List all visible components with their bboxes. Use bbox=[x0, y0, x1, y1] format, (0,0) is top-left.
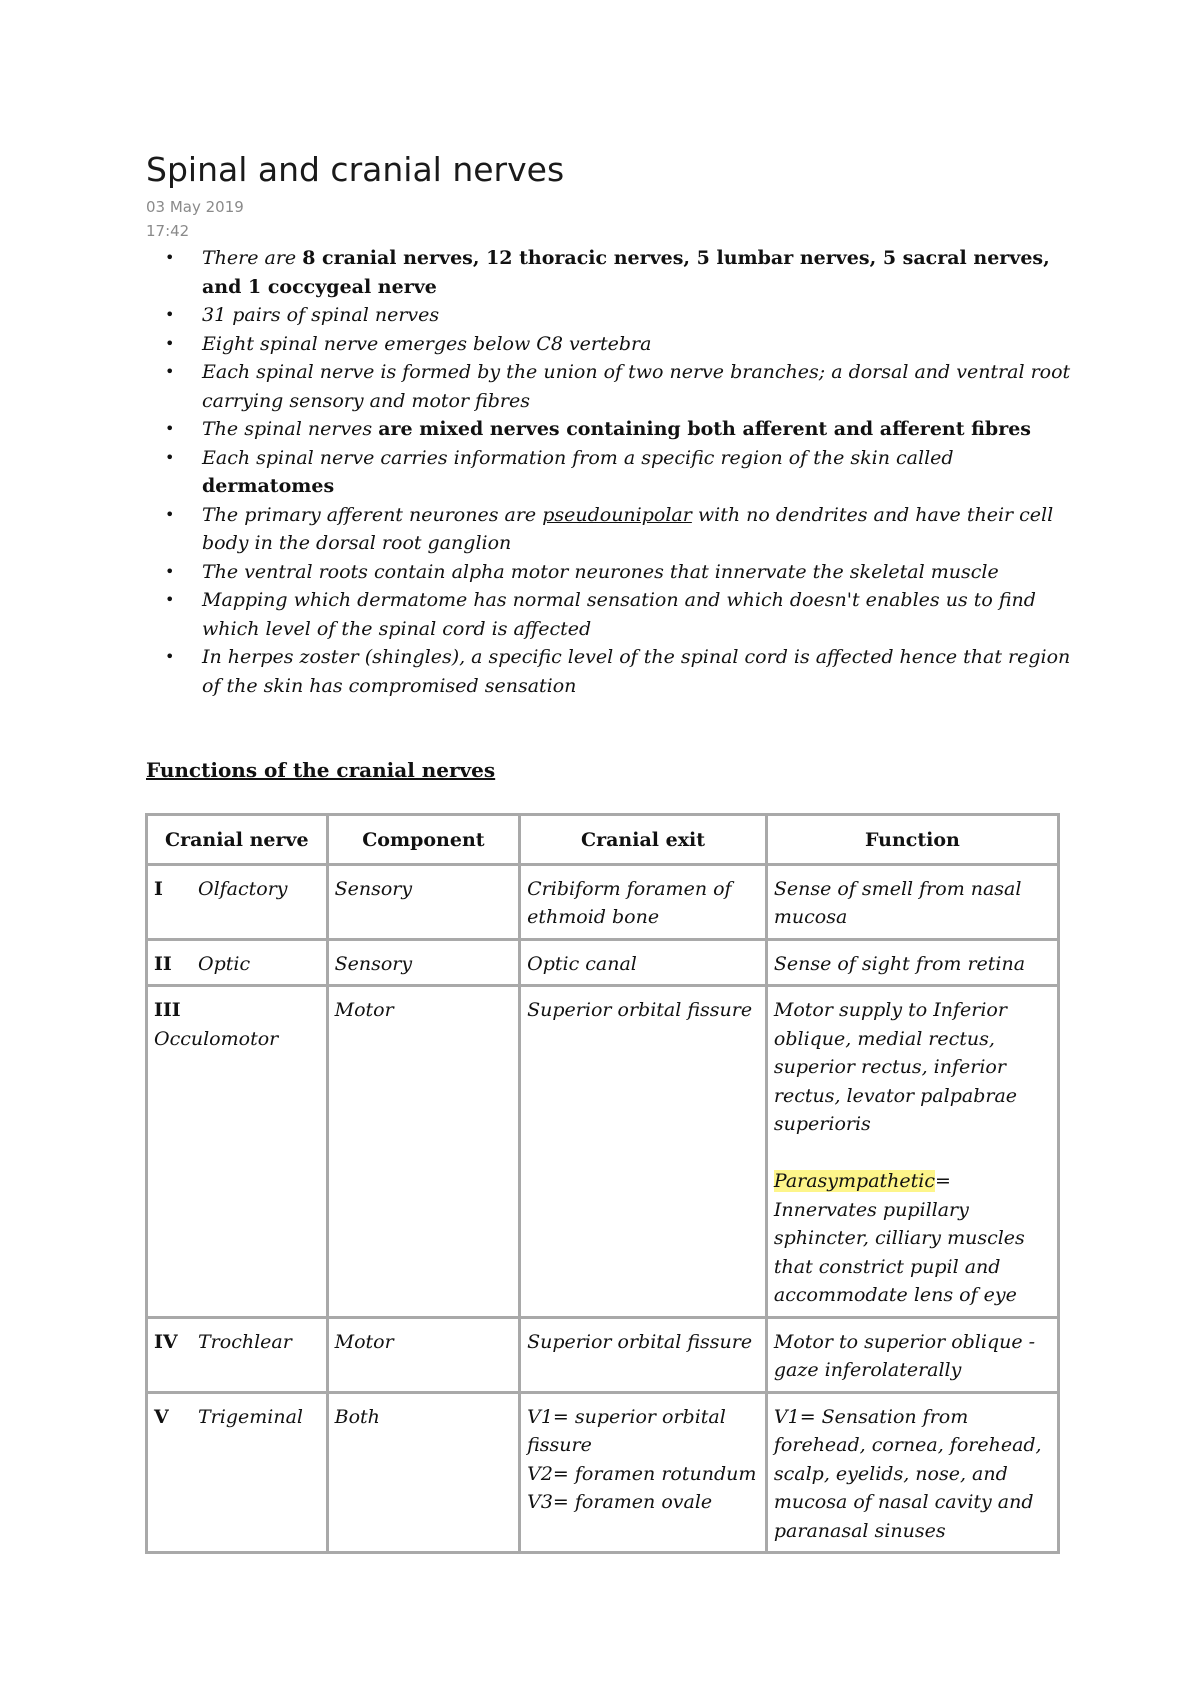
exit-cell: Superior orbital fissure bbox=[520, 986, 767, 1318]
exit-line: V1= superior orbital fissure bbox=[527, 1405, 726, 1456]
highlighted-term: Parasympathetic bbox=[773, 1170, 936, 1192]
nerve-number: V bbox=[154, 1405, 169, 1428]
cranial-nerves-table bbox=[145, 813, 1060, 1554]
nerve-cell bbox=[147, 864, 328, 939]
list-item bbox=[166, 558, 1086, 587]
bullet-icon: • bbox=[165, 333, 175, 353]
function-cell: V1= Sensation from forehead, cornea, forehead, scalp, eyelids, nose, and mucosa of nasal cavity and paranasal sinuses bbox=[766, 1392, 1058, 1553]
bullet-icon: • bbox=[165, 419, 175, 438]
exit-cell bbox=[520, 1392, 767, 1553]
bullet-text: Each spinal nerve is formed by the union of two nerve branches; a dorsal and ventral root carrying sensory and motor fibres bbox=[202, 361, 1071, 412]
note-time: 17:42 bbox=[146, 222, 190, 240]
bullet-bold-text: dermatomes bbox=[202, 475, 335, 497]
component-cell: Sensory bbox=[327, 864, 520, 939]
list-item bbox=[166, 358, 1086, 415]
bullet-list bbox=[166, 244, 1086, 700]
function-cell: Motor to superior oblique - gaze inferolaterally bbox=[766, 1317, 1058, 1392]
component-cell: Motor bbox=[327, 1317, 520, 1392]
nerve-cell bbox=[147, 1392, 328, 1553]
bullet-text: 31 pairs of spinal nerves bbox=[202, 304, 440, 326]
exit-line: V3= foramen ovale bbox=[527, 1491, 713, 1513]
list-item bbox=[166, 586, 1086, 643]
bullet-icon: • bbox=[165, 504, 175, 524]
nerve-number: III bbox=[154, 999, 181, 1021]
bullet-text: The primary afferent neurones are bbox=[202, 503, 543, 526]
bullet-icon: • bbox=[165, 590, 175, 609]
nerve-cell bbox=[147, 939, 328, 986]
list-item bbox=[166, 244, 1086, 301]
bullet-text: Each spinal nerve carries information from a specific region of the skin called bbox=[202, 446, 954, 469]
table-row bbox=[147, 939, 1059, 986]
nerve-name: Optic bbox=[198, 952, 251, 975]
component-cell: Motor bbox=[327, 986, 520, 1318]
bullet-icon: • bbox=[165, 647, 175, 666]
nerve-name: Trochlear bbox=[198, 1330, 292, 1353]
bullet-underlined-text: pseudounipolar bbox=[542, 503, 692, 526]
function-text-extra: = Innervates pupillary sphincter, cilliary muscles that constrict pupil and accommodate lens of eye bbox=[773, 1170, 1025, 1306]
nerve-cell bbox=[147, 1317, 328, 1392]
nerve-cell bbox=[147, 986, 328, 1318]
nerve-name: Occulomotor bbox=[154, 1027, 279, 1050]
note-date: 03 May 2019 bbox=[146, 198, 244, 216]
exit-cell: Optic canal bbox=[520, 939, 767, 986]
bullet-text: The spinal nerves bbox=[202, 418, 379, 440]
bullet-text: Eight spinal nerve emerges below C8 vertebra bbox=[202, 332, 652, 355]
column-header: Cranial nerve bbox=[147, 815, 328, 865]
table-row bbox=[147, 864, 1059, 939]
table-header-row bbox=[147, 815, 1059, 865]
bullet-bold-text: are mixed nerves containing both afferent and afferent fibres bbox=[378, 418, 1032, 440]
nerve-number: II bbox=[154, 952, 172, 975]
list-item bbox=[166, 415, 1086, 444]
list-item bbox=[166, 643, 1086, 700]
component-cell: Both bbox=[327, 1392, 520, 1553]
cell-spacer bbox=[774, 1139, 1051, 1168]
bullet-icon: • bbox=[165, 305, 175, 324]
list-item bbox=[166, 444, 1086, 501]
nerve-number: IV bbox=[154, 1330, 178, 1353]
column-header: Cranial exit bbox=[520, 815, 767, 865]
bullet-icon: • bbox=[165, 447, 175, 467]
list-item bbox=[166, 301, 1086, 330]
list-item bbox=[166, 330, 1086, 359]
bullet-text: In herpes zoster (shingles), a specific level of the spinal cord is affected hence that region of the skin has compromised sensation bbox=[202, 646, 1071, 697]
bullet-icon: • bbox=[165, 248, 175, 267]
nerve-name: Olfactory bbox=[198, 877, 288, 900]
column-header: Component bbox=[327, 815, 520, 865]
table-row bbox=[147, 1317, 1059, 1392]
bullet-text: There are bbox=[202, 247, 303, 269]
bullet-bold-text: 8 cranial nerves, 12 thoracic nerves, 5 lumbar nerves, 5 sacral nerves, and 1 coccygeal nerve bbox=[202, 247, 1050, 298]
bullet-text: with no dendrites and have their cell body in the dorsal root ganglion bbox=[202, 503, 1054, 554]
table-row bbox=[147, 986, 1059, 1318]
nerve-name: Trigeminal bbox=[198, 1405, 303, 1428]
column-header: Function bbox=[766, 815, 1058, 865]
bullet-icon: • bbox=[165, 561, 175, 581]
function-cell bbox=[766, 986, 1058, 1318]
nerve-number: I bbox=[154, 877, 163, 900]
component-cell: Sensory bbox=[327, 939, 520, 986]
exit-cell: Superior orbital fissure bbox=[520, 1317, 767, 1392]
page-title: Spinal and cranial nerves bbox=[146, 150, 565, 189]
function-cell: Sense of sight from retina bbox=[766, 939, 1058, 986]
section-heading: Functions of the cranial nerves bbox=[146, 758, 496, 782]
table-row bbox=[147, 1392, 1059, 1553]
exit-line: V2= foramen rotundum bbox=[527, 1462, 757, 1485]
function-cell: Sense of smell from nasal mucosa bbox=[766, 864, 1058, 939]
list-item bbox=[166, 501, 1086, 558]
bullet-text: The ventral roots contain alpha motor neurones that innervate the skeletal muscle bbox=[202, 560, 999, 583]
function-text: Motor supply to Inferior oblique, medial rectus, superior rectus, inferior rectus, levator palpabrae superioris bbox=[773, 999, 1018, 1135]
bullet-icon: • bbox=[165, 362, 175, 381]
exit-cell: Cribiform foramen of ethmoid bone bbox=[520, 864, 767, 939]
bullet-text: Mapping which dermatome has normal sensation and which doesn't enables us to find which level of the spinal cord is affected bbox=[202, 589, 1036, 640]
